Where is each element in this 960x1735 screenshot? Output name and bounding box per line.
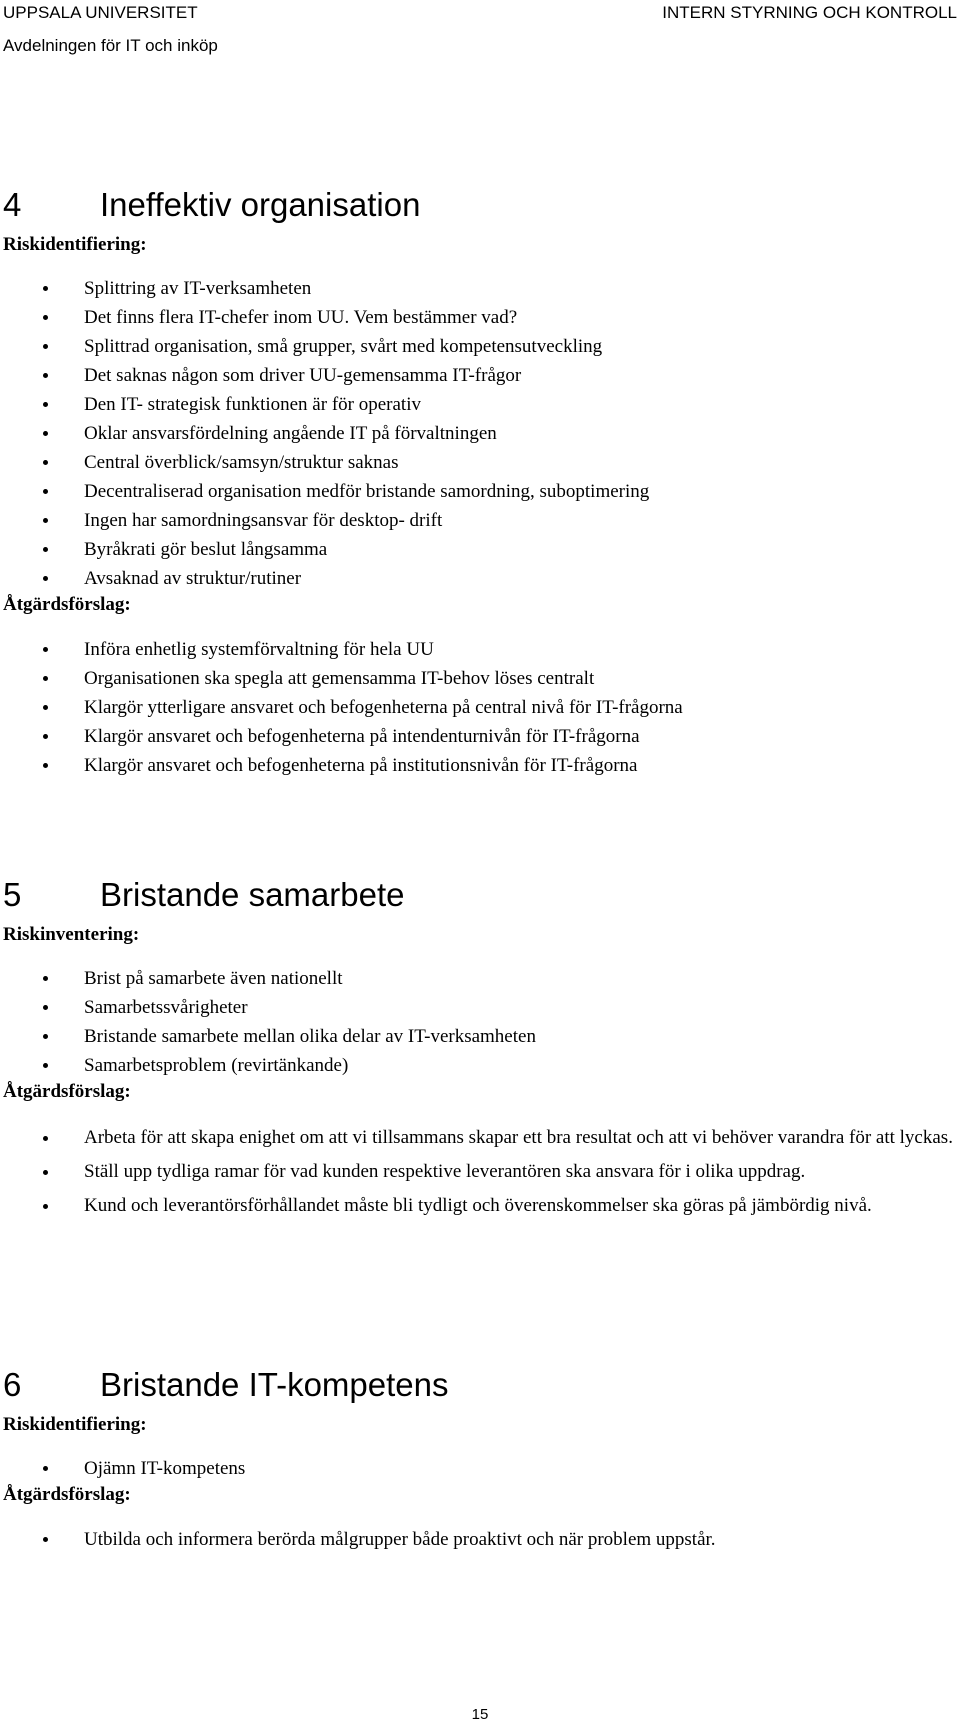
section-title: Bristande IT-kompetens	[100, 1366, 449, 1403]
list-item: Bristande samarbete mellan olika delar av IT-verksamheten	[0, 1022, 960, 1051]
list-item: Splittrad organisation, små grupper, svårt med kompetensutveckling	[0, 332, 960, 361]
list-item: Det finns flera IT-chefer inom UU. Vem bestämmer vad?	[0, 303, 960, 332]
risk-identification-label: Riskidentifiering:	[3, 1414, 147, 1435]
section-6	[0, 1365, 960, 1554]
section-title: Bristande samarbete	[100, 876, 405, 913]
list-item: Ojämn IT-kompetens	[0, 1454, 960, 1483]
section-heading	[0, 1365, 960, 1405]
list-item: Samarbetsproblem (revirtänkande)	[0, 1051, 960, 1080]
section-5	[0, 875, 960, 1224]
action-proposals-label: Åtgärdsförslag:	[3, 1081, 131, 1102]
header-university: UPPSALA UNIVERSITET	[3, 3, 198, 22]
section-heading	[0, 875, 960, 915]
list-item: Avsaknad av struktur/rutiner	[0, 564, 960, 593]
list-item: Ställ upp tydliga ramar för vad kunden respektive leverantören ska ansvara för i olika uppdrag.	[0, 1156, 960, 1188]
action-list	[0, 1122, 960, 1222]
section-4	[0, 185, 960, 780]
risk-list	[0, 964, 960, 1080]
list-item: Brist på samarbete även nationellt	[0, 964, 960, 993]
action-list	[0, 1525, 960, 1554]
list-item: Samarbetssvårigheter	[0, 993, 960, 1022]
list-item: Ingen har samordningsansvar för desktop- drift	[0, 506, 960, 535]
list-item: Kund och leverantörsförhållandet måste bli tydligt och överenskommelser ska göras på jämbördig nivå.	[0, 1190, 960, 1222]
header-doc-title: INTERN STYRNING OCH KONTROLL	[662, 3, 957, 22]
action-proposals-label: Åtgärdsförslag:	[3, 594, 131, 615]
risk-list	[0, 1454, 960, 1483]
action-list	[0, 635, 960, 780]
list-item: Utbilda och informera berörda målgrupper både proaktivt och när problem uppstår.	[0, 1525, 960, 1554]
list-item: Klargör ansvaret och befogenheterna på institutionsnivån för IT-frågorna	[0, 751, 960, 780]
list-item: Införa enhetlig systemförvaltning för hela UU	[0, 635, 960, 664]
section-heading	[0, 185, 960, 225]
list-item: Den IT- strategisk funktionen är för operativ	[0, 390, 960, 419]
list-item: Central överblick/samsyn/struktur saknas	[0, 448, 960, 477]
list-item: Klargör ansvaret och befogenheterna på intendenturnivån för IT-frågorna	[0, 722, 960, 751]
list-item: Organisationen ska spegla att gemensamma IT-behov löses centralt	[0, 664, 960, 693]
header-department: Avdelningen för IT och inköp	[3, 36, 218, 55]
list-item: Det saknas någon som driver UU-gemensamma IT-frågor	[0, 361, 960, 390]
action-proposals-label: Åtgärdsförslag:	[3, 1484, 131, 1505]
list-item: Splittring av IT-verksamheten	[0, 274, 960, 303]
section-number: 5	[3, 876, 22, 913]
risk-list	[0, 274, 960, 593]
list-item: Arbeta för att skapa enighet om att vi tillsammans skapar ett bra resultat och att vi behöver varandra för att lyckas.	[0, 1122, 960, 1154]
list-item: Byråkrati gör beslut långsamma	[0, 535, 960, 564]
list-item: Oklar ansvarsfördelning angående IT på förvaltningen	[0, 419, 960, 448]
page-number: 15	[471, 1706, 489, 1723]
list-item: Klargör ytterligare ansvaret och befogenheterna på central nivå för IT-frågorna	[0, 693, 960, 722]
risk-inventory-label: Riskinventering:	[3, 924, 140, 945]
risk-identification-label: Riskidentifiering:	[3, 234, 147, 255]
section-number: 4	[3, 186, 22, 223]
section-title: Ineffektiv organisation	[100, 186, 421, 223]
section-number: 6	[3, 1366, 22, 1403]
list-item: Decentraliserad organisation medför bristande samordning, suboptimering	[0, 477, 960, 506]
